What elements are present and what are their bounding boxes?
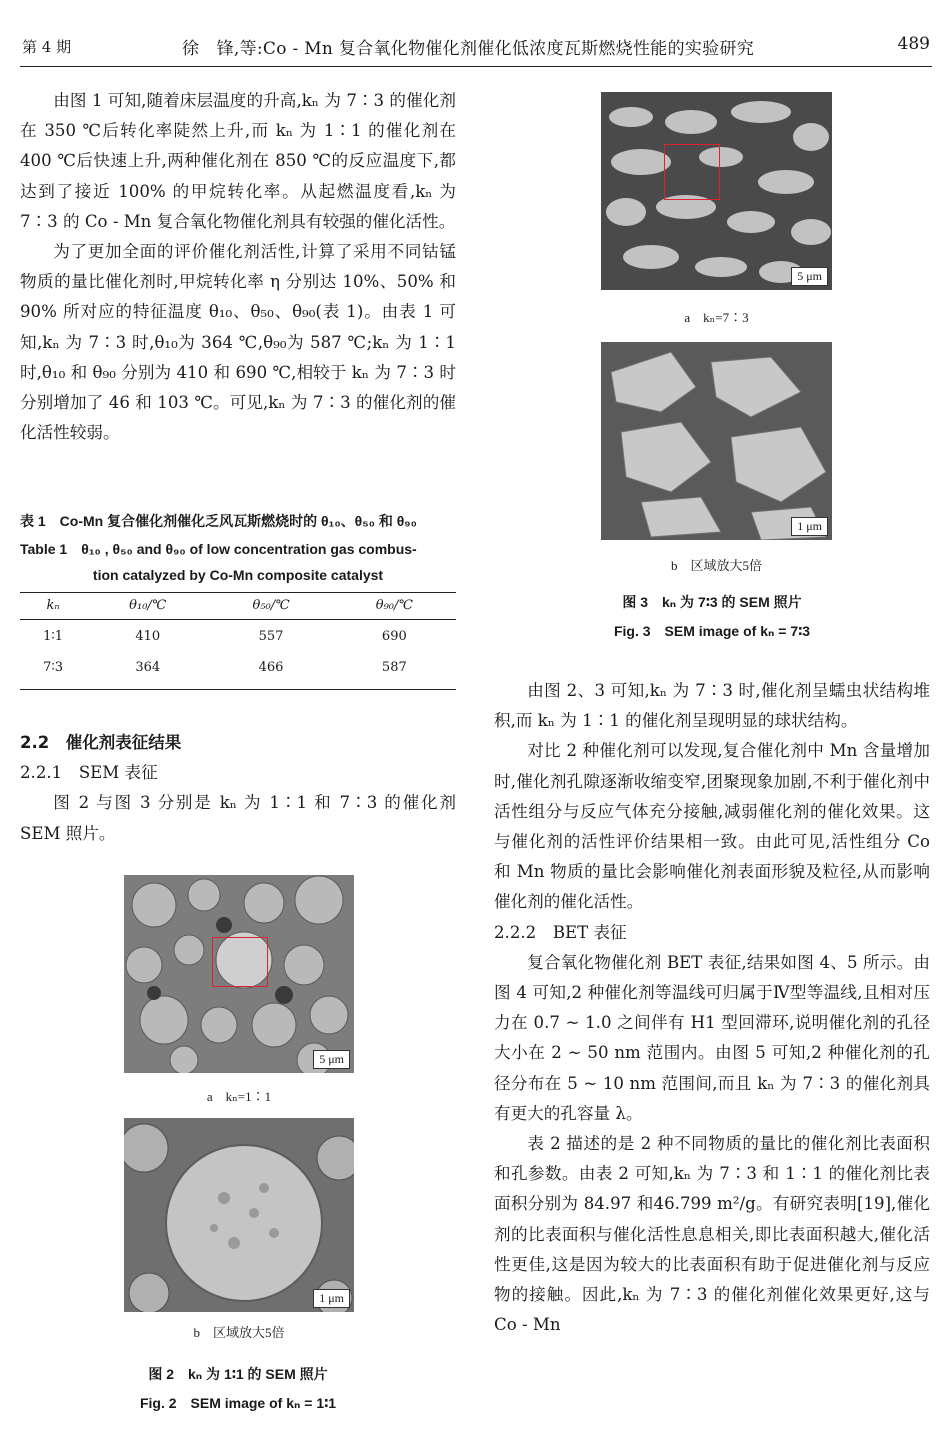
paragraph: 图 2 与图 3 分别是 kₙ 为 1∶1 和 7∶3 的催化剂 SEM 照片。 xyxy=(20,793,456,843)
table1-caption-en-2: tion catalyzed by Co-Mn composite catalyst xyxy=(92,567,384,583)
page-number: 489 xyxy=(897,34,930,54)
table-cell: 466 xyxy=(258,660,284,675)
table-header-row xyxy=(20,592,456,620)
issue-label: 第 4 期 xyxy=(22,38,72,56)
right-column-text xyxy=(494,676,930,1340)
scale-bar: 5 μm xyxy=(791,267,828,286)
table-cell: 1∶1 xyxy=(43,629,64,644)
paragraph: 由图 1 可知,随着床层温度的升高,kₙ 为 7∶3 的催化剂在 350 ℃后转化率陡然上升,而 kₙ 为 1∶1 的催化剂在 400 ℃后快速上升,两种催化剂在 850 ℃的反应温度下,都达到了接近 100% 的甲烷转化率。从起燃温度看,kₙ 为 7∶3 的 Co - Mn 复合氧化物催化剂具有较强的催化活性。 xyxy=(20,91,456,231)
running-header xyxy=(22,30,930,60)
paragraph: 由图 2、3 可知,kₙ 为 7∶3 时,催化剂呈蠕虫状结构堆积,而 kₙ 为 1∶1 的催化剂呈现明显的球状结构。 xyxy=(494,681,930,731)
sem-texture-large-sphere xyxy=(124,1118,354,1312)
table-cell: 410 xyxy=(135,629,161,644)
table-cell: 364 xyxy=(135,660,161,675)
sem-image-fig2b xyxy=(124,1118,354,1312)
paragraph: 对比 2 种催化剂可以发现,复合催化剂中 Mn 含量增加时,催化剂孔隙逐渐收缩变窄,团聚现象加剧,不利于催化剂中活性组分与反应气体充分接触,减弱催化剂的催化效果。这与催化剂的活性评价结果相一致。由此可见,活性组分 Co 和 Mn 物质的量比会影响催化剂表面形貌及粒径,从而影响催化剂的催化活性。 xyxy=(494,741,930,912)
paragraph: 表 2 描述的是 2 种不同物质的量比的催化剂比表面积和孔参数。由表 2 可知,kₙ 为 7∶3 和 1∶1 的催化剂比表面积分别为 84.97 和46.799 m²/g。有研究表明[19],催化剂的比表面积与催化活性息息相关,即比表面积越大,催化活性更佳,这是因为较大的比表面积有助于促进催化剂与反应物的接触。因此,kₙ 为 7∶3 的催化剂催化效果更好,这与 Co - Mn xyxy=(494,1134,930,1335)
table-cell: 690 xyxy=(381,629,407,644)
sem-texture-flakes xyxy=(601,342,832,540)
paragraph: 复合氧化物催化剂 BET 表征,结果如图 4、5 所示。由图 4 可知,2 种催化剂等温线可归属于Ⅳ型等温线,且相对压力在 0.7 ~ 1.0 之间伴有 H1 型回滞环,说明催化剂的孔径大小在 2 ~ 50 nm 范围内。由图 5 可知,2 种催化剂的孔径分布在 5 ~ 10 nm 范围间,而且 kₙ 为 7∶3 的催化剂具有更大的孔容量 λ。 xyxy=(494,952,930,1123)
fig2-caption-cn: 图 2 kₙ 为 1∶1 的 SEM 照片 xyxy=(148,1366,328,1382)
scale-bar: 1 μm xyxy=(791,517,828,536)
zoom-region-box xyxy=(212,937,268,987)
fig3a-subcaption: a kₙ=7∶3 xyxy=(684,310,749,325)
table-header-cell: kₙ xyxy=(20,592,86,620)
zoom-region-box xyxy=(664,144,720,200)
sem-image-fig3b xyxy=(601,342,832,540)
table-cell: 7∶3 xyxy=(43,660,64,675)
sem-image-fig3a xyxy=(601,92,832,290)
sem-image-fig2a xyxy=(124,875,354,1073)
section-heading-2-2: 2.2 催化剂表征结果 xyxy=(20,733,182,752)
table-row xyxy=(20,651,456,682)
table-1 xyxy=(20,592,456,682)
table1-caption-en-1: Table 1 θ₁₀ , θ₅₀ and θ₉₀ of low concentration gas combus- xyxy=(20,541,417,557)
running-title: 徐 锋,等:Co - Mn 复合氧化物催化剂催化低浓度瓦斯燃烧性能的实验研究 xyxy=(182,39,755,59)
scale-bar: 1 μm xyxy=(313,1289,350,1308)
fig3b-subcaption: b 区域放大5倍 xyxy=(670,558,762,573)
table-header-cell: θ₅₀/℃ xyxy=(209,592,332,620)
fig2-caption-en: Fig. 2 SEM image of kₙ = 1∶1 xyxy=(139,1395,337,1411)
paragraph: 为了更加全面的评价催化剂活性,计算了采用不同钴锰物质的量比催化剂时,甲烷转化率 η 分别达 10%、50% 和 90% 所对应的特征温度 θ₁₀、θ₅₀、θ₉₀(表 1)。由表 1 可知,kₙ 为 7∶3 时,θ₁₀为 364 ℃,θ₉₀为 587 ℃;kₙ 为 1∶1 时,θ₁₀ 和 θ₉₀ 分别为 410 和 690 ℃,相较于 kₙ 为 7∶3 时分别增加了 46 和 103 ℃。可见,kₙ 为 7∶3 的催化剂的催化活性较弱。 xyxy=(20,242,456,443)
table-cell: 557 xyxy=(258,629,284,644)
fig2b-subcaption: b 区域放大5倍 xyxy=(193,1325,285,1340)
table-header-cell: θ₉₀/℃ xyxy=(333,592,456,620)
section-heading-2-2-2: 2.2.2 BET 表征 xyxy=(494,922,627,942)
section-heading-2-2-1: 2.2.1 SEM 表征 xyxy=(20,763,158,783)
fig3-caption-cn: 图 3 kₙ 为 7∶3 的 SEM 照片 xyxy=(622,594,802,610)
table1-caption-cn: 表 1 Co-Mn 复合催化剂催化乏风瓦斯燃烧时的 θ₁₀、θ₅₀ 和 θ₉₀ xyxy=(20,513,417,529)
fig2a-subcaption: a kₙ=1∶1 xyxy=(206,1089,272,1104)
table-header-cell: θ₁₀/℃ xyxy=(86,592,209,620)
header-rule xyxy=(20,66,932,67)
table-row xyxy=(20,620,456,652)
left-column-text xyxy=(20,86,456,448)
fig3-caption-en: Fig. 3 SEM image of kₙ = 7∶3 xyxy=(613,623,811,639)
scale-bar: 5 μm xyxy=(313,1050,350,1069)
table-bottom-rule xyxy=(20,689,456,690)
left-column-section xyxy=(20,728,456,849)
table-cell: 587 xyxy=(381,660,407,675)
